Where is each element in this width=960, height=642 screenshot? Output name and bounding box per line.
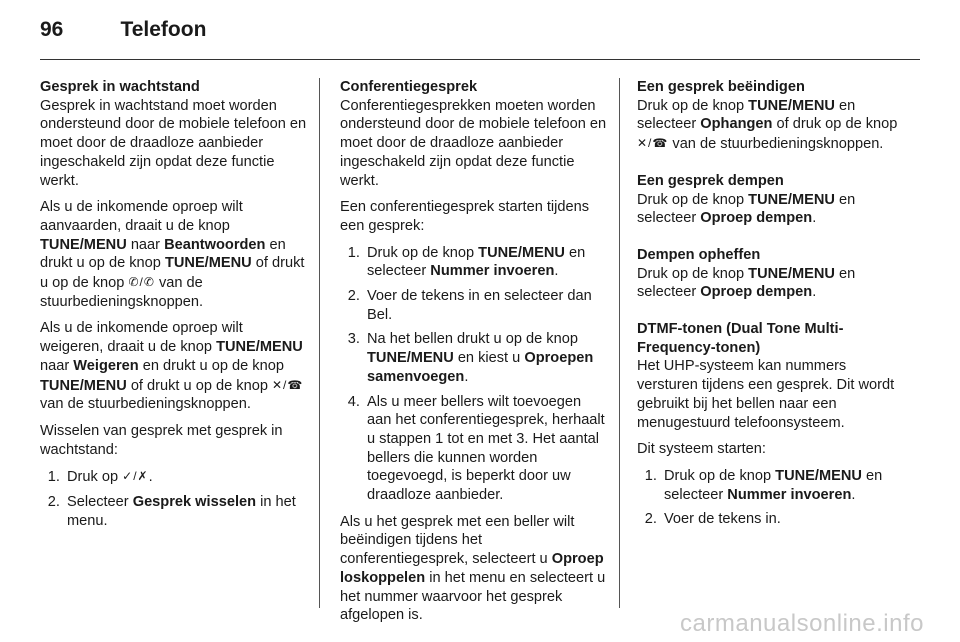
paragraph <box>40 97 308 191</box>
text: Als u het gesprek met een beller wilt beëindigen tijdens het conferentiegesprek, selecteert u <box>340 513 575 568</box>
paragraph <box>340 513 608 625</box>
text: of drukt u op de knop <box>126 377 272 394</box>
menu-label: Oproep dempen <box>700 284 813 301</box>
knob-label: TUNE/MENU <box>40 236 127 253</box>
paragraph <box>637 265 905 302</box>
knob-label: TUNE/MENU <box>748 265 835 282</box>
knob-label: TUNE/MENU <box>748 97 835 114</box>
section-heading: Gesprek in wachtstand <box>40 79 200 95</box>
paragraph: Conferentiegesprekken moeten worden ondersteund door de mobiele telefoon en moet door de draadloze aanbieder ingeschakeld zijn opdat deze functie werkt. <box>340 97 607 189</box>
menu-label: Beantwoorden <box>164 236 266 253</box>
section-heading: Conferentiegesprek <box>340 79 478 95</box>
list-item: 2. Voer de tekens in en selecteer dan Bel. <box>364 287 608 324</box>
knob-label: TUNE/MENU <box>40 377 127 394</box>
knob-label: TUNE/MENU <box>216 339 303 356</box>
text: Druk op de knop <box>637 191 749 208</box>
text: en drukt u op de knop <box>138 357 284 374</box>
text: Gesprek in wachtstand moet worden ondersteund door de mobiele telefoon en moet door de draadloze aanbieder ingeschakeld zijn opdat deze functie werkt. <box>40 97 307 189</box>
section <box>637 172 905 228</box>
list-item <box>64 467 308 487</box>
text: naar <box>126 236 165 253</box>
paragraph <box>637 191 905 228</box>
header-rule <box>40 59 920 60</box>
paragraph: Dit systeem starten: <box>637 441 766 458</box>
section <box>637 246 905 302</box>
section-heading: DTMF-tonen (Dual Tone Multi-Frequency-tonen) <box>637 321 844 356</box>
text: of drukt u op de knop <box>40 255 305 292</box>
column-divider <box>619 78 620 608</box>
steps-list <box>340 244 608 505</box>
text: Als u de inkomende oproep wilt weigeren, draait u de knop <box>40 320 243 356</box>
list-item <box>64 493 308 530</box>
menu-label: Weigeren <box>73 357 139 374</box>
menu-label: Nummer invoeren <box>430 263 555 280</box>
steps-list <box>637 467 905 529</box>
knob-label: TUNE/MENU <box>367 350 454 367</box>
chapter-title: Telefoon <box>120 18 207 41</box>
list-item <box>364 244 608 281</box>
text: Druk op de knop <box>367 244 479 261</box>
text: en selecteer <box>637 265 856 301</box>
menu-label: Oproep dempen <box>700 210 813 227</box>
phone-hangup-icon: ✕/☎ <box>272 377 304 392</box>
text: van de stuurbedieningsknoppen. <box>40 396 251 413</box>
text: Na het bellen drukt u op de knop <box>367 331 578 348</box>
paragraph <box>40 198 308 311</box>
menu-label: Oproep loskoppelen <box>340 551 604 586</box>
paragraph: Het UHP-systeem kan nummers versturen tijdens een gesprek. Dit wordt gebruikt bij het bellen naar een menugestuurd telefoonsysteem. <box>637 358 895 431</box>
watermark: carmanualsonline.info <box>680 610 924 637</box>
menu-label: Ophangen <box>700 116 773 133</box>
column-divider <box>319 78 320 608</box>
menu-label: Gesprek wisselen <box>132 494 257 511</box>
list-item <box>661 467 905 504</box>
column-3 <box>637 78 905 537</box>
text: en kiest u <box>453 350 525 367</box>
text: Als u de inkomende oproep wilt aanvaarden, draait u de knop <box>40 199 243 234</box>
text: Druk op de knop <box>637 97 749 114</box>
text: en selecteer <box>367 244 586 280</box>
knob-label: TUNE/MENU <box>164 255 252 272</box>
text: of druk op de knop <box>772 116 898 133</box>
text: en selecteer <box>637 191 856 227</box>
page-header <box>40 18 206 48</box>
section-heading: Een gesprek beëindigen <box>637 79 805 95</box>
knob-label: TUNE/MENU <box>775 467 862 484</box>
knob-label: TUNE/MENU <box>748 191 835 208</box>
section <box>637 78 905 154</box>
text: en drukt u op de knop <box>40 236 286 272</box>
text: in het menu en selecteert u het nummer waarvoor het gesprek afgelopen is. <box>340 569 606 624</box>
paragraph: Een conferentiegesprek starten tijdens een gesprek: <box>340 199 590 234</box>
list-item: 4. Als u meer bellers wilt toevoegen aan het conferentiegesprek, herhaalt u stappen 1 tot en met 3. Het aantal bellers die kunnen worden toegevoegd, is beperkt door uw draadloze aanbieder. <box>364 393 608 505</box>
page-number: 96 <box>40 18 64 41</box>
text: . <box>851 486 856 503</box>
section-heading: Dempen opheffen <box>637 246 761 263</box>
text: en selecteer <box>637 97 856 133</box>
text: . <box>812 210 817 227</box>
steps-list <box>40 467 308 530</box>
text: van de stuurbedieningsknoppen. <box>40 275 204 310</box>
text: . <box>148 469 153 486</box>
text: van de stuurbedieningsknoppen. <box>668 136 884 153</box>
list-item <box>364 330 608 386</box>
section-heading: Een gesprek dempen <box>637 172 784 189</box>
column-2 <box>340 78 608 633</box>
text: in het menu. <box>67 494 296 529</box>
paragraph: Wisselen van gesprek met gesprek in wachtstand: <box>40 422 283 458</box>
text: Druk op de knop <box>664 467 776 484</box>
text: . <box>464 368 469 385</box>
text: naar <box>40 357 74 374</box>
phone-answer-icon: ✆/✆ <box>128 275 155 290</box>
text: . <box>812 284 817 301</box>
menu-label: Nummer invoeren <box>727 486 852 503</box>
phone-switch-icon: ✓/✗ <box>122 469 149 484</box>
column-1 <box>40 78 308 538</box>
paragraph <box>637 97 905 154</box>
text: en selecteer <box>664 467 883 503</box>
knob-label: TUNE/MENU <box>478 244 565 261</box>
menu-label: Oproepen samenvoegen <box>367 350 594 385</box>
paragraph <box>40 319 308 414</box>
text: . <box>554 263 559 280</box>
phone-hangup-icon: ✕/☎ <box>637 136 669 151</box>
text: Druk op <box>67 469 123 486</box>
text: Druk op de knop <box>637 265 749 282</box>
text: Selecteer <box>67 494 133 511</box>
list-item: 2. Voer de tekens in. <box>661 510 905 529</box>
